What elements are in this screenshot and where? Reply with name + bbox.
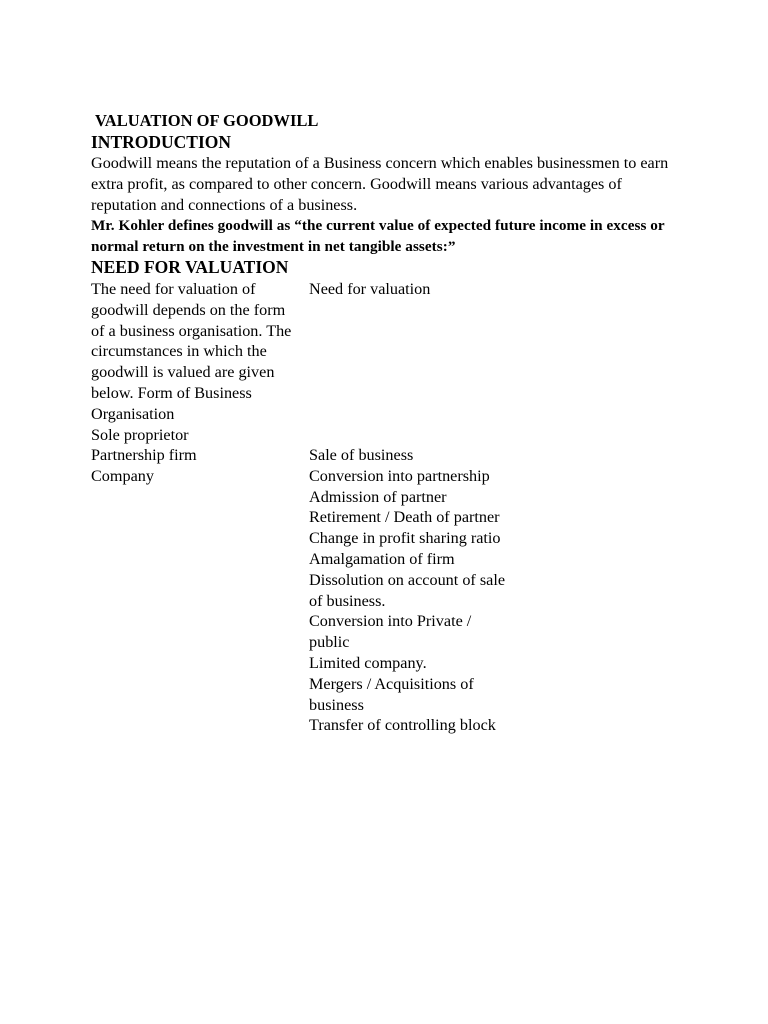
list-item: Transfer of controlling block (309, 716, 496, 735)
form-item-sole-proprietor: Sole proprietor (91, 425, 189, 444)
need-for-valuation-list (309, 445, 514, 736)
list-item: Dissolution on account of sale of business. (309, 570, 506, 610)
list-item: Limited company. (309, 653, 427, 672)
list-item: Mergers / Acquisitions of business (309, 674, 474, 714)
list-item: Conversion into Private / public (309, 612, 472, 652)
list-item: Sale of business (309, 446, 414, 464)
list-item: Admission of partner (309, 487, 447, 506)
need-for-valuation-heading: NEED FOR VALUATION (91, 257, 289, 277)
kohler-definition-paragraph: Mr. Kohler defines goodwill as “the current value of expected future income in excess or normal return on the investment in net tangible assets:” (91, 217, 665, 255)
list-item: Conversion into partnership (309, 466, 490, 485)
form-of-business-column (91, 279, 297, 487)
form-item-company: Company (91, 467, 154, 486)
introduction-paragraph: Goodwill means the reputation of a Business concern which enables businessmen to earn extra profit, as compared to other concern. Goodwill means various advantages of reputation and connections of a business. (91, 154, 669, 214)
form-item-partnership-firm: Partnership firm (91, 446, 197, 465)
list-item: Retirement / Death of partner Change in profit sharing ratio Amalgamation of firm (309, 508, 501, 568)
document-title: VALUATION OF GOODWILL (95, 111, 319, 130)
introduction-heading: INTRODUCTION (91, 132, 232, 152)
need-for-valuation-column-heading: Need for valuation (309, 280, 431, 298)
column-intro-text: The need for valuation of goodwill depends on the form of a business organisation. The circumstances in which the goodwill is valued are given below. Form of Business Organisation (91, 280, 292, 423)
